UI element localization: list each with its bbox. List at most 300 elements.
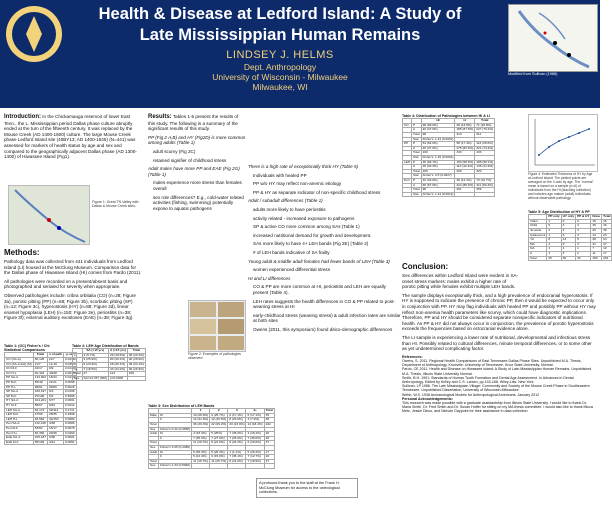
table-cell: Sex	[149, 427, 159, 432]
table-cell: Peri	[403, 178, 412, 183]
result-1: PP (Fig 2 A,B) and HY (Fig2D) is more common among adults (Table 1)	[148, 134, 246, 146]
table-1	[4, 344, 75, 445]
table-cell: 5	[576, 238, 591, 243]
result-6d: Owens (2011, this symposium) found ditico-demographic differences	[253, 326, 393, 332]
table-cell: PP SA-A	[5, 376, 34, 381]
table-cell	[127, 376, 145, 381]
table-cell: 4 (15.4%)	[246, 432, 264, 437]
table-cell: 100	[421, 169, 455, 174]
table-cell: CO (SA-A)	[5, 358, 34, 363]
figure-4-chart	[528, 114, 598, 172]
reference-item: Sullivan, LP 1986. The Late Mississippian Village: Community and Society of the Mouse Creek Phase in Southeastern Tennessee. Unpublished Dissertation, University of Wisconsin-Milwaukee.	[402, 384, 590, 393]
table-cell: Fisher's 0.42 (0.0658)	[160, 426, 191, 431]
table-4-caption: Table 4: Distribution of Pathologies between HI & LI	[402, 114, 490, 118]
table-cell: Total	[413, 150, 420, 155]
result-3b: PP w/o HY may reflect non-anemic etiology	[253, 181, 342, 187]
table-cell: 4 (33.3%)	[192, 432, 210, 437]
table-cell: Total	[149, 459, 159, 464]
table-4	[402, 114, 500, 197]
table-cell: P	[412, 178, 422, 183]
table-cell: 5 (24.4%)	[192, 455, 210, 460]
table-cell: 6 (20.0%)	[246, 441, 264, 446]
table-cell: Peri M-F	[5, 426, 34, 431]
table-cell: 333	[455, 151, 475, 156]
result-2: Adult males have more PP and EAE (Fig 2G) (Table 1)	[148, 166, 240, 177]
table-cell: 12-16	[47, 362, 63, 367]
figure-1-map	[8, 185, 90, 245]
table-cell: 0.1711	[65, 407, 75, 412]
table-cell: 38	[264, 418, 274, 423]
table-cell: 0.0134	[65, 366, 75, 371]
table-cell: PP	[403, 142, 412, 147]
table-header-cell: PP only	[548, 214, 560, 219]
table-cell: 0.0460	[65, 430, 75, 435]
table-cell: 0.0680	[65, 416, 75, 421]
table-header-cell: A (>15 yrs)	[110, 348, 126, 353]
table-cell: Stat	[412, 137, 422, 142]
table-cell: 0.0357	[65, 361, 75, 366]
table-3	[148, 404, 273, 469]
table-cell: 36 (20.4%)	[128, 352, 144, 357]
table-cell: 7 (35.0%)	[246, 436, 264, 441]
table-cell: 38	[602, 228, 612, 233]
table-cell: 20	[264, 432, 274, 437]
table-cell: 58 (17.4%)	[455, 142, 475, 147]
table-cell: Fisher's 3.05 (0.4380)	[160, 444, 191, 449]
table-cell: 359	[475, 188, 495, 193]
table-header-cell: Total	[475, 119, 495, 124]
table-cell: 1	[561, 247, 575, 252]
table-cell: 5	[561, 233, 575, 238]
table-cell: CO M-F	[5, 367, 34, 372]
figure-4-caption: Figure 4: Estimated Thickness of HY by Age at Ledford Island: The plotted points are averaged on the X-axis by age. The "normal" mean is based on a sample (n=6) of individuals from the HI (teaching collection) and includes age mature (adult) individuals without observable pathology.	[528, 172, 594, 200]
table-cell: 26 (33.3%)	[421, 165, 455, 170]
table-cell: Sex	[149, 464, 159, 469]
map-caption: Modified from Sullivan (1986)	[508, 72, 558, 76]
table-cell	[246, 464, 264, 469]
table-cell: 5	[547, 224, 561, 229]
table-cell: 20/38	[47, 431, 63, 436]
table-cell: 11 (29.7%)	[193, 440, 208, 445]
table-cell: M	[159, 413, 192, 418]
methods-section	[4, 248, 142, 324]
table-cell: 11 (29.7%)	[193, 458, 208, 463]
table-cell: LEH H-L	[5, 417, 34, 422]
author-block	[80, 48, 480, 92]
table-cell	[475, 192, 495, 197]
table-5-caption: Table 5: Age Distribution of HY & PP	[528, 210, 590, 214]
table-cell: 0.0086	[65, 421, 75, 426]
table-cell: 32/114	[47, 408, 63, 413]
thanks-box	[256, 478, 358, 498]
conclusion-section	[402, 262, 596, 414]
table-header-cell: None	[592, 214, 601, 219]
author-city: Milwaukee, WI	[252, 82, 308, 92]
reference-item: Pardo, CE 2011. Health and Disease on Hiwassee Island: A Study of Late-Mississippian Human Remains. Unpublished M.A. Thesis, Illinois State University Normal.	[402, 367, 592, 376]
conclusion-2: The sample displays exceptionally thick, and a high prevalence of endocranial hyperostosis. If HY is supposed to indicate the presence of chronic PP, then it would be expected to occur only in conjunction with PP. HY may flag individuals with healed PP and possibly PP without HY may reflect non-anemia health parameters like scurvy, which could have diagnostic implications. Therefore, PP and HY should be considered separate nonspecific indicators of nutritional health. As PP & HY did not always occur in conjunction, the prevalence of porotic hyperostosis exceeds the frequencies based on ectocranial evidence alone.	[402, 292, 596, 332]
table-cell: 9 (23.9%)	[82, 362, 108, 367]
table-cell: 261	[455, 188, 475, 193]
table-1-grid	[4, 352, 77, 445]
table-cell: 70 (16.7%)	[475, 178, 495, 183]
table-cell: 7	[591, 247, 602, 252]
table-cell: 275 (82.6%)	[456, 145, 474, 150]
table-4-grid	[402, 118, 495, 197]
table-cell: 9/3	[47, 390, 63, 395]
results-intro: Tables 1-5 present the results of this study. The following is a summary of the significant results of this study.	[148, 114, 239, 132]
table-row	[5, 440, 77, 445]
table-cell: Total	[74, 371, 81, 376]
intro-text: In the Chickamauga reservoir of lower East Tenn., the L. Mississippian period Dallas phase culture abruptly ended at the turn of the fifteenth century. It was replaced by the Mouse Creek (AD 1400-1600) culture. The large Mouse Creek phase Ledford Island site (40BY13; AD 1400-1545) (N=441) was assessed for markers of health status by age and sex and compared to the geographically adjacent Dallas phase (AD 1300-1400) of Hiwassee Island (Fig1).	[4, 114, 137, 160]
table-cell: 110,138	[34, 421, 46, 426]
table-cell: Fisher's 2.33 (0.5062)	[160, 463, 191, 468]
table-cell: Child	[529, 224, 547, 229]
figure-1-graphic	[9, 186, 89, 244]
table-cell: 35 (66.7%)	[421, 160, 455, 165]
table-cell: MA	[529, 242, 547, 247]
table-cell: Stat	[412, 155, 422, 160]
table-cell: 185 (87.5%)	[456, 127, 474, 132]
table-cell: 40,418	[33, 371, 47, 376]
table-cell: 2	[576, 251, 591, 256]
table-cell: 3	[561, 251, 575, 256]
table-cell: 32 (33.0%)	[421, 178, 455, 183]
table-cell: 15/17	[47, 426, 63, 431]
table-cell: 11/7	[47, 358, 63, 363]
table-cell	[403, 192, 412, 197]
table-cell: M	[159, 450, 192, 455]
table-header-cell: HI	[421, 119, 455, 124]
methods-heading: Methods:	[4, 248, 40, 257]
table-cell: 6 (15.0%)	[210, 455, 228, 460]
table-cell: 4/38	[47, 422, 63, 427]
table-cell: 4+	[73, 367, 83, 372]
table-cell	[192, 464, 210, 469]
table-cell: 98	[421, 132, 455, 137]
table-cell: 83,563	[33, 417, 47, 422]
table-cell: 0.0045	[65, 370, 75, 375]
result-3: There is a high rate of exceptionally thick HY (Table 5)	[248, 164, 359, 169]
table-cell: 29 (18.6%)	[109, 353, 128, 358]
table-cell: A	[412, 165, 422, 170]
acknowledgements-text: This research was made possible with a graduate assistantship from Illinois State University. I would like to thank Dr. Maria Smith, Dr. Fred Smith and Dr. Susan Hoffer for sitting on my MA thesis committee. I would also like to thank Micca Metz, Jessie Dinco, and Nichole Gaypoint for their assistance in data collection.	[402, 400, 593, 414]
table-cell: 0.1898	[65, 412, 75, 417]
table-cell: 260	[455, 169, 475, 174]
table-cell: 46	[602, 224, 612, 229]
table-header-cell: 3	[228, 409, 246, 414]
table-cell: 20	[576, 256, 591, 261]
intro-section	[4, 114, 142, 163]
table-header-cell: p-val	[64, 353, 76, 358]
table-cell: 0.0214	[65, 402, 75, 407]
table-cell: F	[159, 436, 192, 441]
table-cell: 31	[591, 242, 602, 247]
table-cell: A	[529, 251, 547, 256]
table-cell: 100	[421, 151, 455, 156]
table-cell: 28 (25.1%)	[109, 362, 128, 367]
table-3-grid	[148, 408, 275, 469]
table-cell: 150	[127, 372, 145, 377]
table-cell: 7 (35.1%)	[228, 455, 246, 460]
table-cell: 3	[576, 224, 591, 229]
table-cell: 80 (29.1%)	[109, 358, 128, 363]
table-cell: 16	[602, 219, 612, 224]
table-cell: F	[159, 418, 192, 423]
table-cell: 320	[475, 169, 495, 174]
table-cell: PP H-L	[5, 385, 34, 390]
result-2a: males experience more stress than females overall	[153, 180, 242, 191]
table-cell: Stat	[412, 192, 422, 197]
table-cell: Sex	[73, 376, 83, 381]
table-cell: 4	[547, 228, 561, 233]
table-cell: 20	[264, 455, 274, 460]
results-section-2	[248, 140, 402, 335]
table-cell: 4	[547, 242, 561, 247]
table-cell: 47	[602, 242, 612, 247]
table-cell: 38	[591, 238, 602, 243]
table-cell: 25	[547, 256, 561, 261]
table-cell: Fisher's: 1.45 (0.0001)	[422, 154, 454, 159]
table-cell: 98	[421, 188, 455, 193]
results-heading: Results:	[148, 114, 172, 120]
table-cell: 0.0001	[65, 435, 75, 440]
conclusion-3: The LI sample is experiencing a lower rate of nutritional, developmental and infectious stress than HI. Possibly related to cultural differences, minute temporal differences, or to some other as yet undetermined complicating factor.	[402, 334, 592, 352]
methods-p2: All pathologies were recorded on a present/absent basis and photographed and serialed for severity when appropriate.	[4, 278, 128, 290]
table-cell: 62,173	[33, 408, 47, 413]
table-cell: LEH SA-A	[5, 408, 34, 413]
table-cell: P	[412, 160, 422, 165]
table-header-cell: HY only	[562, 214, 575, 219]
table-cell: 1	[547, 251, 561, 256]
intro-heading: Introduction:	[4, 114, 41, 120]
table-cell: YA	[529, 238, 547, 243]
table-header-cell: 2	[210, 409, 228, 414]
table-cell: A	[412, 128, 422, 133]
table-cell: 20 (23.9%)	[229, 421, 245, 426]
conclusion-heading: Conclusion:	[402, 262, 449, 271]
result-5: Young adult & middle adult females had fewer bands of LEH (Table 3)	[248, 258, 390, 264]
result-6c: early-childhood stress (weaning stress) & adult infection rates are similar at both sites	[253, 312, 401, 324]
table-header-cell: Total	[265, 408, 273, 413]
thanks-text: A profound thank you to the staff at the Frank H. McClung Museum for access to the osteological collections.	[259, 481, 340, 495]
result-4f: # of LEH bands indicative of SA frailty	[253, 249, 330, 255]
table-cell: 58/67	[33, 403, 47, 408]
methods-p3: Observed pathologies include: cribra orbitalia (CO) (n=28; Figure 3a), porotic pitting (PP) (n=58; Figure 3b), scorbutic pitting (SP) (n=12; Figure 3c), hyperostosis (HY) (n=88; Figure 3d), linear enamel hypoplasia (LEH) (n=150; Figure 3e), periostitis (n=38; Figure 3f); external auditory exostoses (EAE) (n=38; Figure 3g).	[4, 292, 136, 321]
table-row	[149, 464, 275, 469]
table-header-cell: LI	[455, 119, 475, 124]
table-header-cell: Total	[603, 214, 611, 219]
header-banner	[0, 0, 600, 108]
result-4b: activity related - increased exposure to pathogens	[253, 215, 355, 221]
table-cell: 35	[591, 224, 602, 229]
table-cell: Total	[149, 441, 159, 446]
table-cell: 110 (42.4%)	[456, 164, 474, 169]
table-cell: 6 (17.1%)	[246, 413, 264, 418]
table-cell: 4/21	[47, 440, 63, 445]
result-1a: adult scurvy (Fig 2C)	[153, 148, 196, 154]
table-cell: 23	[602, 233, 612, 238]
table-header-cell: Total	[127, 349, 145, 354]
table-cell: 8 (23.9%)	[228, 418, 246, 423]
table-cell: 37	[264, 441, 274, 446]
table-cell: 136 (41.9%)	[476, 164, 494, 169]
result-3c: PP & HY as separate indicator of non-specific childhood stress	[253, 189, 381, 195]
table-row	[73, 376, 146, 381]
table-cell: 0/2	[47, 394, 63, 399]
table-cell: 9	[561, 242, 575, 247]
table-cell: Total	[529, 256, 547, 261]
table-cell: 2	[73, 358, 83, 363]
result-1b: retained signifier of childhood stress	[153, 157, 227, 163]
table-cell: p=0.0008	[109, 376, 128, 381]
university-logo	[4, 4, 64, 64]
table-cell: Total	[413, 187, 420, 192]
table-cell: 3 (7.9%)	[246, 418, 264, 423]
table-cell	[210, 464, 228, 469]
table-cell: 22 (29.2%)	[211, 421, 227, 426]
table-cell: 223 (88.0%)	[456, 182, 474, 187]
table-row	[403, 192, 495, 197]
result-4d: increased nutritional demand for growth and development.	[253, 232, 372, 238]
table-cell: 8 (21.6%)	[228, 459, 246, 464]
table-cell: 15	[591, 219, 602, 224]
table-cell: 53/82	[33, 426, 47, 431]
map-graphic	[509, 5, 597, 71]
table-cell: SA=14.787 (000)	[83, 375, 108, 380]
table-cell: OA	[529, 247, 547, 252]
table-cell: 1	[547, 247, 561, 252]
table-cell: Fisher's: 1.44 (0.0012)	[422, 191, 454, 196]
result-4c: SP & active CO more common among SAs (Table 1)	[253, 224, 360, 230]
figure-2-photos	[188, 300, 246, 352]
table-cell: 14	[591, 233, 602, 238]
table-header-cell: PP & HY	[577, 214, 590, 219]
table-cell: EAE SA-A	[5, 436, 34, 441]
table-cell: 0.0058	[65, 379, 75, 384]
table-cell: 9/9	[47, 367, 63, 372]
table-cell: 47/65	[33, 413, 47, 418]
table-cell: 64	[602, 238, 612, 243]
table-header-cell: SA (<15 yrs)	[82, 349, 108, 354]
table-cell: P	[412, 142, 422, 147]
table-cell: 0.0448	[65, 375, 75, 380]
result-3a: Individuals with healed PP	[253, 172, 307, 178]
table-cell: 71 (20.8%)	[475, 123, 495, 128]
table-cell: 433	[475, 151, 495, 156]
table-cell: 14 (18.4%)	[247, 421, 263, 426]
figure-2-graphic	[189, 301, 245, 351]
result-6: HI and LI differences	[248, 275, 291, 281]
result-5a: women experienced differential stress	[253, 267, 331, 273]
table-cell: 66,352	[33, 431, 47, 436]
table-cell: 94/80	[47, 385, 63, 390]
table-cell: Total	[149, 422, 159, 427]
table-cell: 1	[547, 219, 561, 224]
table-cell: CO H-L	[5, 371, 34, 376]
table-cell: Fisher's: 1.44 (0.0001)	[422, 136, 454, 141]
reference-item: Webb, W.S. 1938 Archaeological Models for Anthropological Americans. January 2012	[402, 392, 540, 397]
table-cell: Adult	[150, 449, 158, 454]
table-cell: 321 (74.4%)	[476, 145, 494, 150]
table-cell: 134,603	[34, 375, 46, 380]
table-cell: 104,201	[34, 398, 46, 403]
site-map	[508, 4, 598, 72]
table-cell: 9/44	[47, 403, 63, 408]
table-cell: 7 (12.7%)	[246, 455, 264, 460]
table-cell: 28 (13.5%)	[455, 123, 475, 128]
result-2b: sex role differences? E.g., cold-water related activities (fishing, swimming) potentially expose to aquatic pathogens	[153, 194, 244, 211]
table-cell: 38 (12.1%)	[455, 178, 475, 183]
table-2-caption: Table 2: LEH Age Distribution of Bands	[72, 344, 139, 348]
table-cell: 261	[602, 256, 612, 261]
table-cell: 13	[561, 238, 575, 243]
table-cell: 0	[561, 219, 575, 224]
table-cell: 9 (25.9%)	[82, 358, 108, 363]
table-cell: 7 (35.0%)	[228, 432, 246, 437]
table-cell: SP M-F	[5, 394, 34, 399]
table-cell: 46 (47.0%)	[421, 128, 455, 133]
table-cell: CO (SA-A dist) (M)	[6, 361, 32, 366]
table-5	[528, 210, 611, 261]
table-cell: 11 (29.7%)	[211, 458, 227, 463]
table-cell: 6 (17.1%)	[228, 413, 246, 418]
table-cell: 227 (79.2%)	[476, 127, 494, 132]
references	[402, 355, 596, 414]
table-cell: 1 (1.1%)	[228, 450, 246, 455]
table-cell: 8	[547, 238, 561, 243]
table-cell: Stat	[412, 174, 422, 179]
author-dept: Dept. Anthropology	[243, 62, 317, 72]
table-header-cell: Total	[33, 353, 47, 358]
table-5-grid	[528, 214, 612, 261]
table-cell: 10	[602, 247, 612, 252]
references-heading: References:	[402, 354, 423, 359]
table-cell: 0.0678	[65, 425, 75, 430]
conclusion-1: Sex differences within Ledford Island were evident in SA-onset stress markers: males exhibit a higher rate of porotic pitting while females exhibit multiple LEH bands.	[402, 273, 519, 290]
table-cell: 96/81	[33, 385, 47, 390]
table-cell: 8 (21.6%)	[210, 441, 228, 446]
table-cell: 40/48	[47, 371, 63, 376]
table-cell: M	[159, 432, 192, 437]
table-cell: 12 (30.6%)	[211, 417, 227, 422]
table-cell: 43 (23.2%)	[109, 367, 128, 372]
table-cell: 0.0651	[65, 439, 75, 444]
table-cell: 60,126	[33, 358, 47, 363]
table-cell: 55/102	[33, 440, 47, 445]
table-cell: PP M-F	[5, 380, 34, 385]
results-section	[148, 114, 246, 214]
table-cell: 37	[82, 372, 108, 377]
table-cell: 46 (28.9%)	[128, 357, 144, 362]
figure-4-graphic	[529, 115, 597, 171]
table-cell: CO	[403, 123, 412, 128]
table-cell: Peri H-L	[5, 431, 34, 436]
table-cell: Sex	[149, 445, 159, 450]
table-cell: 54 (52.0%)	[421, 142, 455, 147]
table-cell: 12 (31.6%)	[193, 417, 209, 422]
result-6a: CO & PP are more common at HI, periostitis and LEH are equally present (Table 4).	[253, 284, 386, 295]
table-cell: 5 (29.4%)	[210, 450, 228, 455]
table-cell: 42/17	[33, 367, 47, 372]
table-cell: 11	[591, 251, 602, 256]
result-4e: SAs more likely to have 4+ LEH bands (Fig 2E) (Table 2)	[253, 241, 369, 247]
table-cell	[228, 464, 246, 469]
table-cell: 2 (5.7%)	[82, 353, 108, 358]
table-cell: 311 (83.3%)	[476, 182, 493, 187]
table-cell: 3	[576, 242, 591, 247]
table-cell: F	[159, 455, 192, 460]
author-name: LINDSEY J. HELMS	[226, 49, 334, 61]
